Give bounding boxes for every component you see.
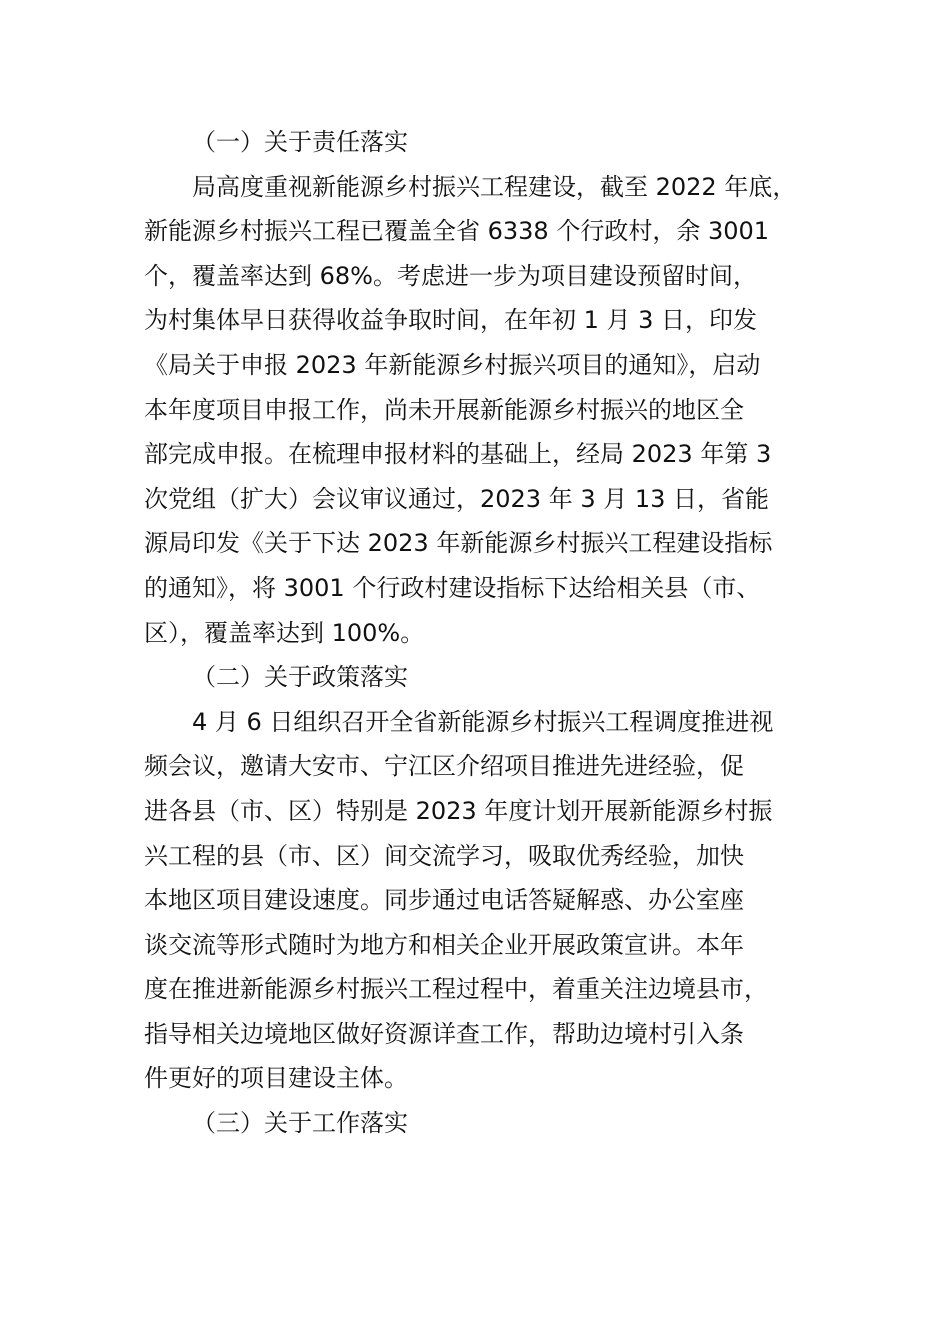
paragraph-line: 区），覆盖率达到 100%。 [144, 618, 425, 647]
paragraph-line: 件更好的项目建设主体。 [144, 1064, 408, 1093]
paragraph-line: 新能源乡村振兴工程已覆盖全省 6338 个行政村，余 3001 [144, 217, 770, 246]
paragraph-line: 源局印发《关于下达 2023 年新能源乡村振兴工程建设指标 [144, 529, 773, 558]
paragraph-line: 本地区项目建设速度。同步通过电话答疑解惑、办公室座 [144, 886, 744, 915]
paragraph-line: 局高度重视新能源乡村振兴工程建设，截至 2022 年底， [192, 172, 797, 201]
paragraph-line: 4 月 6 日组织召开全省新能源乡村振兴工程调度推进视 [192, 707, 774, 736]
section-heading-3: （三）关于工作落实 [192, 1109, 408, 1138]
paragraph-line: 本年度项目申报工作，尚未开展新能源乡村振兴的地区全 [144, 395, 744, 424]
paragraph-line: 次党组（扩大）会议审议通过，2023 年 3 月 13 日，省能 [144, 484, 770, 513]
paragraph-line: 《局关于申报 2023 年新能源乡村振兴项目的通知》，启动 [144, 350, 761, 379]
paragraph-line: 部完成申报。在梳理申报材料的基础上，经局 2023 年第 3 [144, 440, 772, 469]
paragraph-line: 个，覆盖率达到 68%。考虑进一步为项目建设预留时间， [144, 261, 757, 290]
paragraph-line: 为村集体早日获得收益争取时间，在年初 1 月 3 日，印发 [144, 306, 758, 335]
section-heading-1: （一）关于责任落实 [192, 128, 408, 156]
paragraph-line: 的通知》，将 3001 个行政村建设指标下达给相关县（市、 [144, 573, 761, 602]
document-body [144, 120, 816, 1146]
section-heading-2: （二）关于政策落实 [192, 663, 408, 692]
paragraph-line: 谈交流等形式随时为地方和相关企业开展政策宣讲。本年 [144, 930, 744, 959]
paragraph-line: 频会议，邀请大安市、宁江区介绍项目推进先进经验，促 [144, 752, 744, 781]
paragraph-line: 进各县（市、区）特别是 2023 年度计划开展新能源乡村振 [144, 796, 773, 825]
paragraph-line: 指导相关边境地区做好资源详查工作，帮助边境村引入条 [144, 1019, 744, 1048]
paragraph-line: 度在推进新能源乡村振兴工程过程中，着重关注边境县市， [144, 975, 768, 1004]
paragraph-line: 兴工程的县（市、区）间交流学习，吸取优秀经验，加快 [144, 841, 744, 870]
